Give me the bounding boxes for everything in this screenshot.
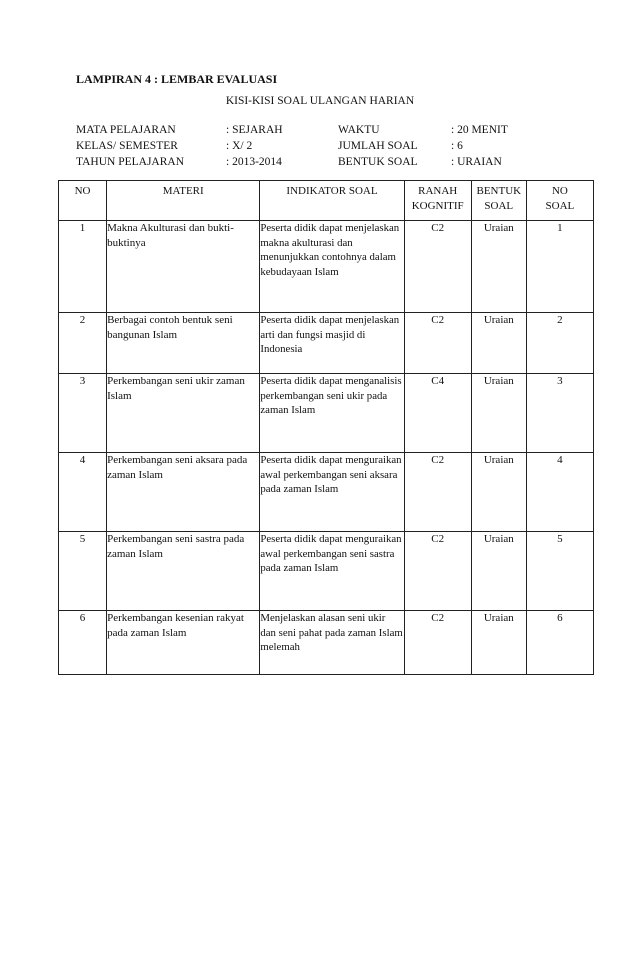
cell-bentuk: Uraian — [471, 453, 526, 532]
header-bentuk-line1: BENTUK — [476, 185, 522, 197]
cell-indikator: Peserta didik dapat menguraikan awal perkembangan seni sastra pada zaman Islam — [260, 532, 404, 611]
cell-materi: Makna Akulturasi dan bukti-buktinya — [107, 221, 260, 313]
cell-nosoal: 5 — [526, 532, 593, 611]
header-indikator: INDIKATOR SOAL — [260, 181, 404, 221]
header-nosoal-line2: SOAL — [545, 199, 575, 212]
table-row — [59, 221, 594, 313]
cell-no: 2 — [59, 313, 107, 374]
cell-bentuk: Uraian — [471, 532, 526, 611]
cell-ranah: C4 — [404, 374, 471, 453]
cell-materi: Perkembangan kesenian rakyat pada zaman Islam — [107, 611, 260, 675]
document-subheading — [0, 95, 638, 107]
table-row — [59, 374, 594, 453]
table-row — [59, 313, 594, 374]
cell-ranah: C2 — [404, 221, 471, 313]
info-label: TAHUN PELAJARAN — [76, 156, 185, 168]
cell-ranah: C2 — [404, 611, 471, 675]
info-row-year — [76, 156, 556, 172]
header-no: NO — [59, 181, 107, 221]
table-row — [59, 532, 594, 611]
header-materi: MATERI — [107, 181, 260, 221]
info-value: : 6 — [451, 140, 463, 152]
info-value: : 2013-2014 — [226, 156, 282, 168]
header-bentuk — [471, 181, 526, 221]
cell-materi: Perkembangan seni aksara pada zaman Islam — [107, 453, 260, 532]
header-nosoal — [526, 181, 593, 221]
info-label: BENTUK SOAL — [338, 156, 418, 168]
subject-info — [76, 124, 556, 172]
cell-indikator: Peserta didik dapat menganalisis perkembangan seni ukir pada zaman Islam — [260, 374, 404, 453]
header-nosoal-line1: NO — [551, 185, 568, 197]
info-row-subject — [76, 124, 556, 140]
info-label: WAKTU — [338, 124, 380, 136]
table-header-row — [59, 181, 594, 221]
cell-bentuk: Uraian — [471, 374, 526, 453]
cell-materi: Berbagai contoh bentuk seni bangunan Islam — [107, 313, 260, 374]
info-row-class — [76, 140, 556, 156]
info-label: MATA PELAJARAN — [76, 124, 176, 136]
cell-materi: Perkembangan seni sastra pada zaman Islam — [107, 532, 260, 611]
info-value: : 20 MENIT — [451, 124, 508, 136]
header-ranah-line1: RANAH — [418, 185, 458, 197]
cell-bentuk: Uraian — [471, 611, 526, 675]
grid-table — [58, 180, 594, 675]
info-value: : SEJARAH — [226, 124, 283, 136]
cell-bentuk: Uraian — [471, 313, 526, 374]
cell-no: 6 — [59, 611, 107, 675]
table-row — [59, 453, 594, 532]
subheading-text: KISI-KISI SOAL ULANGAN HARIAN — [225, 95, 415, 107]
document-heading: LAMPIRAN 4 : LEMBAR EVALUASI — [76, 72, 278, 86]
cell-no: 4 — [59, 453, 107, 532]
cell-no: 5 — [59, 532, 107, 611]
info-value: : X/ 2 — [226, 140, 253, 152]
info-value: : URAIAN — [451, 156, 502, 168]
info-label: JUMLAH SOAL — [338, 140, 418, 152]
cell-indikator: Peserta didik dapat menguraikan awal perkembangan seni aksara pada zaman Islam — [260, 453, 404, 532]
cell-nosoal: 1 — [526, 221, 593, 313]
table-row — [59, 611, 594, 675]
cell-no: 3 — [59, 374, 107, 453]
cell-no: 1 — [59, 221, 107, 313]
cell-ranah: C2 — [404, 532, 471, 611]
cell-ranah: C2 — [404, 453, 471, 532]
header-ranah-line2: KOGNITIF — [411, 199, 464, 212]
info-label: KELAS/ SEMESTER — [76, 140, 178, 152]
cell-nosoal: 3 — [526, 374, 593, 453]
cell-ranah: C2 — [404, 313, 471, 374]
cell-indikator: Peserta didik dapat menjelaskan makna akulturasi dan menunjukkan contohnya dalam kebudayaan Islam — [260, 221, 404, 313]
cell-materi: Perkembangan seni ukir zaman Islam — [107, 374, 260, 453]
cell-indikator: Peserta didik dapat menjelaskan arti dan fungsi masjid di Indonesia — [260, 313, 404, 374]
header-bentuk-line2: SOAL — [484, 199, 514, 212]
cell-nosoal: 4 — [526, 453, 593, 532]
cell-bentuk: Uraian — [471, 221, 526, 313]
cell-nosoal: 6 — [526, 611, 593, 675]
cell-indikator: Menjelaskan alasan seni ukir dan seni pahat pada zaman Islam melemah — [260, 611, 404, 675]
cell-nosoal: 2 — [526, 313, 593, 374]
header-ranah — [404, 181, 471, 221]
